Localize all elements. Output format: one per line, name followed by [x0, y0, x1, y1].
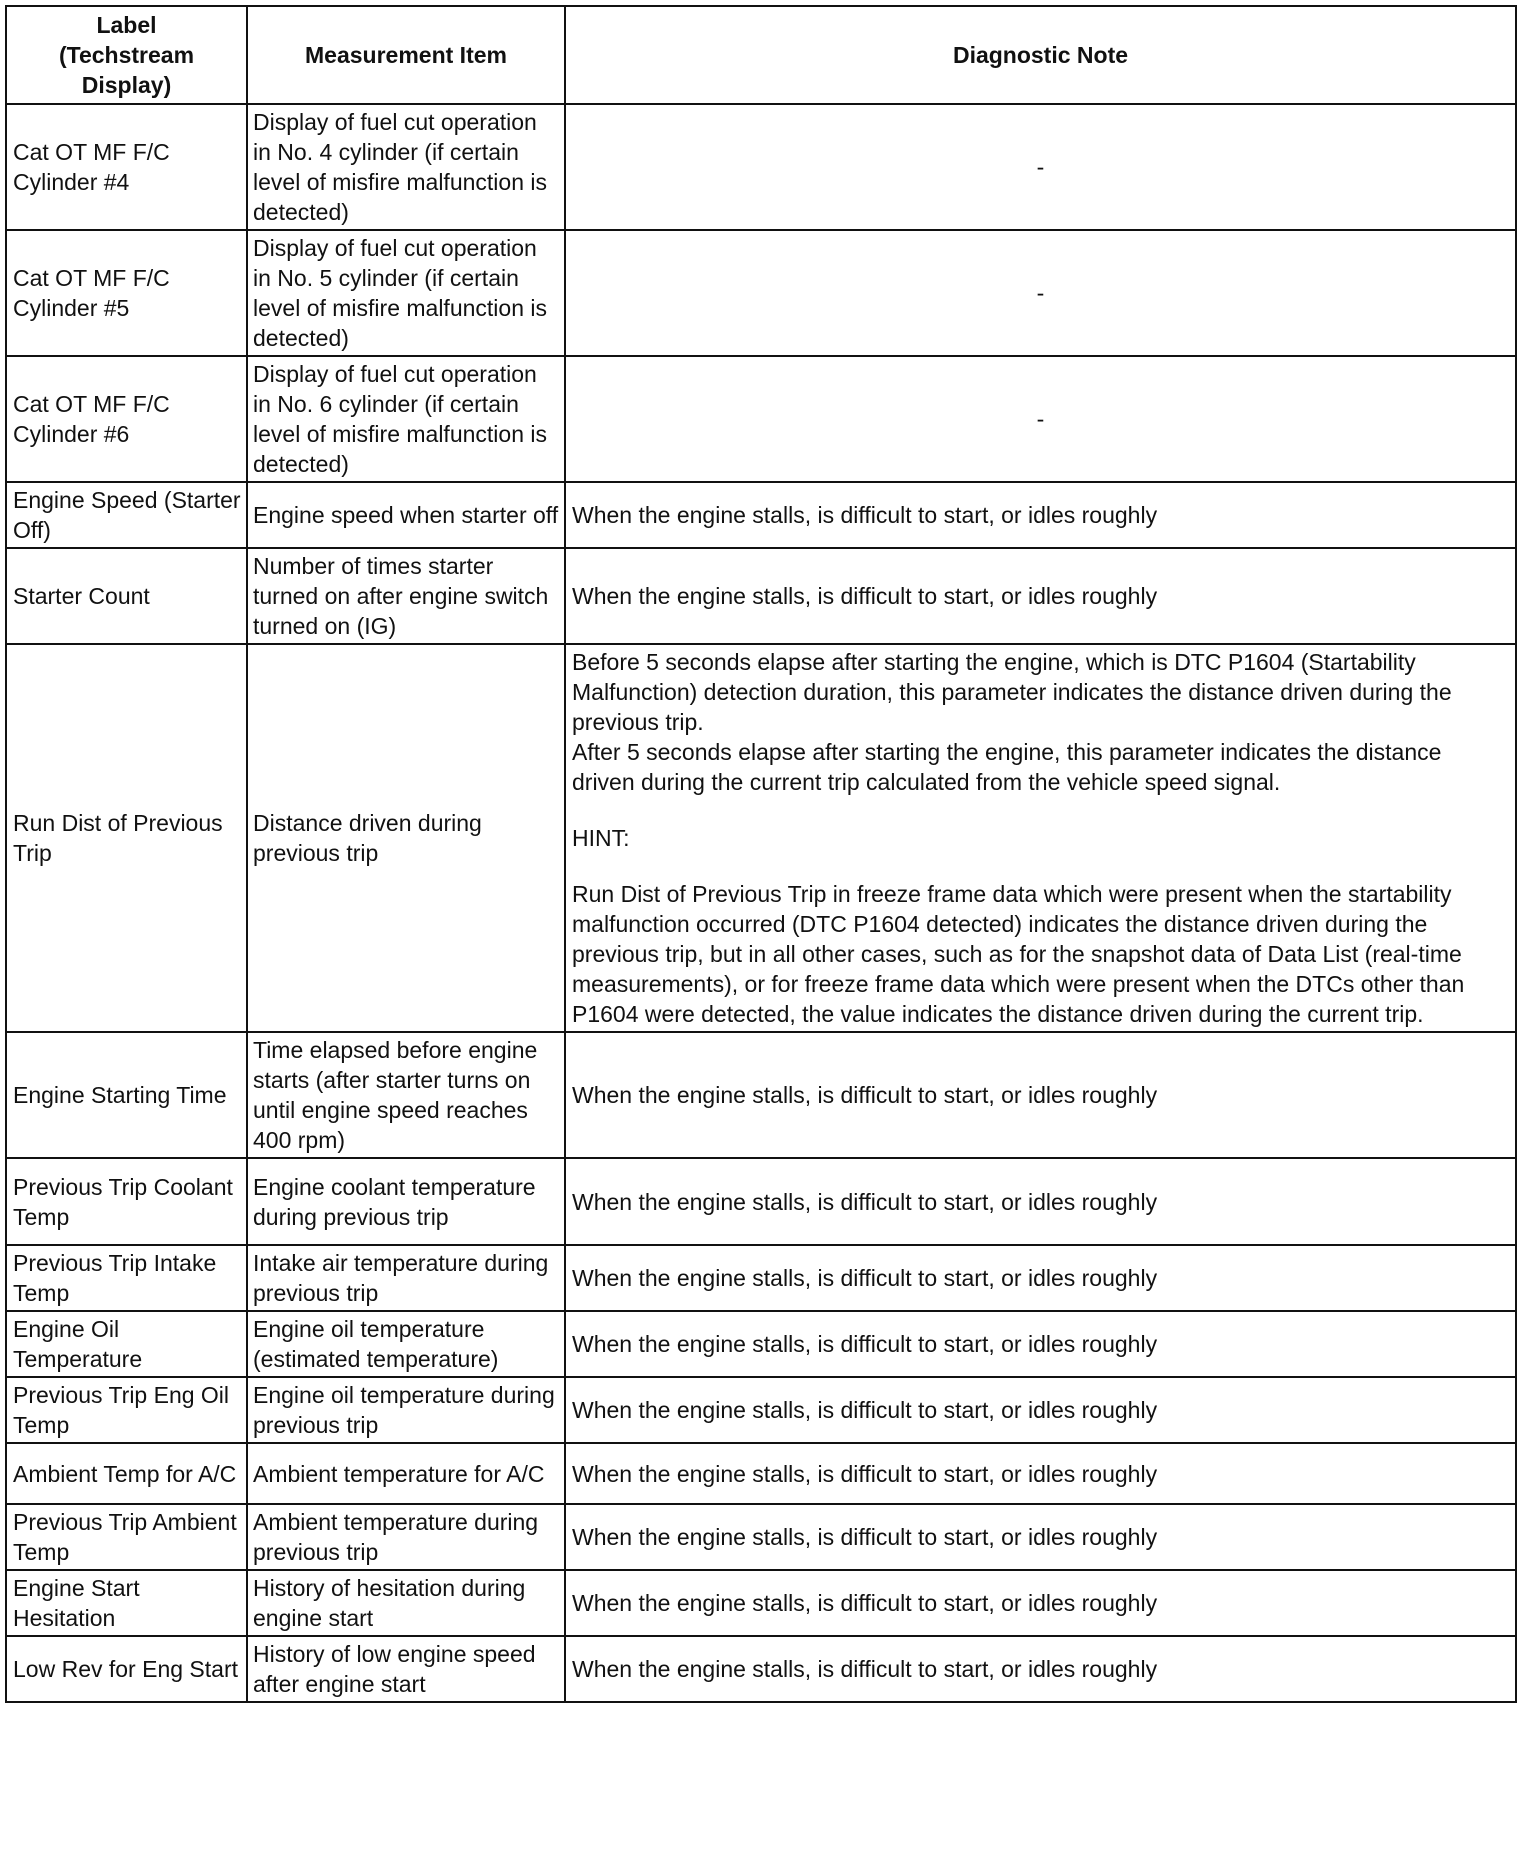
table-row — [6, 1636, 1516, 1702]
row-measurement: Display of fuel cut operation in No. 4 cylinder (if certain level of misfire malfunction is detected) — [247, 104, 565, 230]
table-row — [6, 1158, 1516, 1245]
row-measurement: Engine speed when starter off — [247, 482, 565, 548]
table-row — [6, 1032, 1516, 1158]
row-measurement: History of hesitation during engine start — [247, 1570, 565, 1636]
table-row — [6, 230, 1516, 356]
row-note: - — [565, 230, 1516, 356]
row-measurement: Intake air temperature during previous trip — [247, 1245, 565, 1311]
hint-text: Run Dist of Previous Trip in freeze frame data which were present when the startability malfunction occurred (DTC P1604 detected) indicates the distance driven during the previous trip, but in all other cases, such as for the snapshot data of Data List (real-time measurements), or for freeze frame data which were present when the DTCs other than P1604 were detected, the value indicates the distance driven during the current trip. — [572, 881, 1465, 1027]
table-header — [6, 6, 1516, 104]
row-label: Previous Trip Eng Oil Temp — [6, 1377, 247, 1443]
row-label: Low Rev for Eng Start — [6, 1636, 247, 1702]
row-note: When the engine stalls, is difficult to start, or idles roughly — [565, 548, 1516, 644]
row-measurement: Ambient temperature for A/C — [247, 1443, 565, 1504]
row-label: Cat OT MF F/C Cylinder #5 — [6, 230, 247, 356]
row-measurement: Engine oil temperature (estimated temperature) — [247, 1311, 565, 1377]
row-measurement: Engine oil temperature during previous trip — [247, 1377, 565, 1443]
row-measurement: History of low engine speed after engine start — [247, 1636, 565, 1702]
table-row — [6, 356, 1516, 482]
row-label: Starter Count — [6, 548, 247, 644]
data-list-table — [5, 5, 1517, 1703]
row-label: Previous Trip Coolant Temp — [6, 1158, 247, 1245]
row-label: Cat OT MF F/C Cylinder #6 — [6, 356, 247, 482]
header-note: Diagnostic Note — [565, 6, 1516, 104]
row-label: Cat OT MF F/C Cylinder #4 — [6, 104, 247, 230]
table-row — [6, 1443, 1516, 1504]
row-measurement: Number of times starter turned on after engine switch turned on (IG) — [247, 548, 565, 644]
row-measurement: Time elapsed before engine starts (after starter turns on until engine speed reaches 400 rpm) — [247, 1032, 565, 1158]
row-label: Ambient Temp for A/C — [6, 1443, 247, 1504]
header-measurement: Measurement Item — [247, 6, 565, 104]
row-note: When the engine stalls, is difficult to start, or idles roughly — [565, 482, 1516, 548]
row-label: Engine Speed (Starter Off) — [6, 482, 247, 548]
row-label: Previous Trip Intake Temp — [6, 1245, 247, 1311]
table-row — [6, 644, 1516, 1032]
row-label: Engine Starting Time — [6, 1032, 247, 1158]
table-row — [6, 1504, 1516, 1570]
table-row — [6, 482, 1516, 548]
document-page — [5, 5, 1515, 1703]
row-note: When the engine stalls, is difficult to start, or idles roughly — [565, 1311, 1516, 1377]
row-label: Engine Start Hesitation — [6, 1570, 247, 1636]
table-row — [6, 548, 1516, 644]
row-measurement: Distance driven during previous trip — [247, 644, 565, 1032]
row-measurement: Display of fuel cut operation in No. 6 cylinder (if certain level of misfire malfunction is detected) — [247, 356, 565, 482]
row-measurement: Ambient temperature during previous trip — [247, 1504, 565, 1570]
row-measurement: Engine coolant temperature during previous trip — [247, 1158, 565, 1245]
row-note: When the engine stalls, is difficult to start, or idles roughly — [565, 1443, 1516, 1504]
row-note: When the engine stalls, is difficult to start, or idles roughly — [565, 1636, 1516, 1702]
row-note: When the engine stalls, is difficult to start, or idles roughly — [565, 1158, 1516, 1245]
row-note: When the engine stalls, is difficult to start, or idles roughly — [565, 1504, 1516, 1570]
table-row — [6, 1570, 1516, 1636]
row-note: - — [565, 356, 1516, 482]
table-row — [6, 104, 1516, 230]
table-row — [6, 1377, 1516, 1443]
row-note: When the engine stalls, is difficult to start, or idles roughly — [565, 1032, 1516, 1158]
table-row — [6, 1245, 1516, 1311]
row-note: When the engine stalls, is difficult to start, or idles roughly — [565, 1245, 1516, 1311]
hint-label: HINT: — [572, 825, 630, 851]
row-measurement: Display of fuel cut operation in No. 5 cylinder (if certain level of misfire malfunction is detected) — [247, 230, 565, 356]
row-note: - — [565, 104, 1516, 230]
table-body — [6, 104, 1516, 1702]
table-row — [6, 1311, 1516, 1377]
row-label: Engine Oil Temperature — [6, 1311, 247, 1377]
row-label: Previous Trip Ambient Temp — [6, 1504, 247, 1570]
header-label: Label (Techstream Display) — [6, 6, 247, 104]
note-paragraph: Before 5 seconds elapse after starting the engine, which is DTC P1604 (Startability Malfunction) detection duration, this parameter indicates the distance driven during the previous trip. — [572, 649, 1452, 735]
header-row — [6, 6, 1516, 104]
row-note — [565, 644, 1516, 1032]
row-note: When the engine stalls, is difficult to start, or idles roughly — [565, 1570, 1516, 1636]
note-paragraph: After 5 seconds elapse after starting the engine, this parameter indicates the distance driven during the current trip calculated from the vehicle speed signal. — [572, 739, 1442, 795]
row-note: When the engine stalls, is difficult to start, or idles roughly — [565, 1377, 1516, 1443]
row-label: Run Dist of Previous Trip — [6, 644, 247, 1032]
